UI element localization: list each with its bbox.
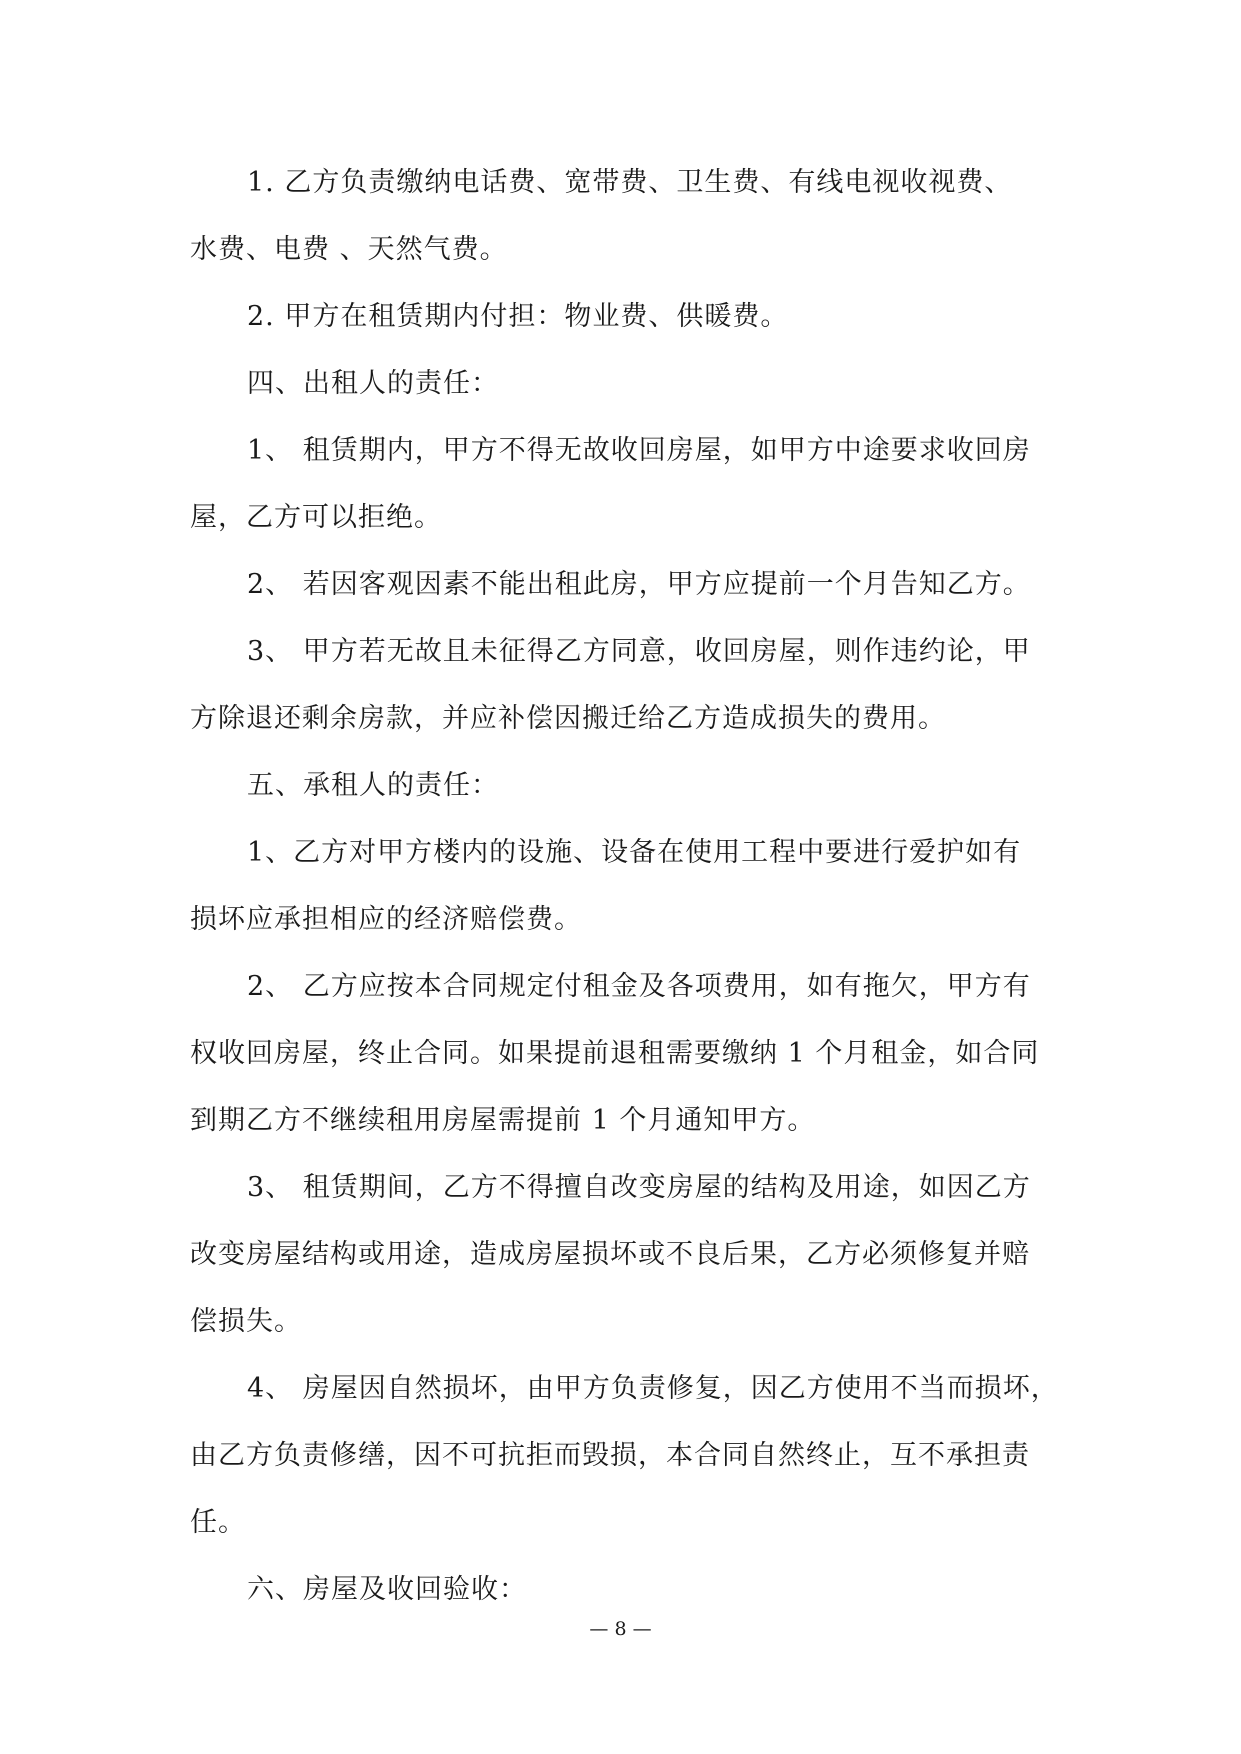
text-line: 3、 租赁期间，乙方不得擅自改变房屋的结构及用途，如因乙方 — [247, 1172, 1031, 1203]
text-line: 1. 乙方负责缴纳电话费、宽带费、卫生费、有线电视收视费、 — [247, 167, 1013, 198]
paragraph-lessor-item-1 — [190, 417, 1070, 551]
text-line: 1、乙方对甲方楼内的设施、设备在使用工程中要进行爱护如有 — [247, 837, 1022, 868]
section-heading-lessor-duties — [190, 350, 1070, 417]
text-line: 五、承租人的责任： — [247, 770, 499, 801]
text-line: 2. 甲方在租赁期内付担：物业费、供暖费。 — [247, 301, 789, 332]
paragraph-lessee-item-1 — [190, 819, 1070, 953]
text-line: 1、 租赁期内，甲方不得无故收回房屋，如甲方中途要求收回房 — [247, 435, 1031, 466]
text-line: 2、 乙方应按本合同规定付租金及各项费用，如有拖欠，甲方有 — [247, 971, 1031, 1002]
text-line: 权收回房屋，终止合同。如果提前退租需要缴纳 1 个月租金，如合同 — [190, 1038, 1040, 1069]
paragraph-lessee-item-2 — [190, 953, 1070, 1154]
text-line: 水费、电费 、天然气费。 — [190, 234, 508, 265]
text-line: 任。 — [190, 1507, 246, 1538]
paragraph-lessee-item-4 — [190, 1355, 1070, 1556]
text-line: 四、出租人的责任： — [247, 368, 499, 399]
text-line: 3、 甲方若无故且未征得乙方同意，收回房屋，则作违约论，甲 — [247, 636, 1031, 667]
paragraph-lessee-item-3 — [190, 1154, 1070, 1355]
paragraph-fee-tenant — [190, 149, 1070, 283]
section-heading-inspection — [190, 1556, 1070, 1623]
text-line: 损坏应承担相应的经济赔偿费。 — [190, 904, 582, 935]
text-line: 到期乙方不继续租用房屋需提前 1 个月通知甲方。 — [190, 1105, 816, 1136]
text-line: 2、 若因客观因素不能出租此房，甲方应提前一个月告知乙方。 — [247, 569, 1031, 600]
section-heading-lessee-duties — [190, 752, 1070, 819]
page-number: — 8 — — [589, 1618, 652, 1640]
text-line: 改变房屋结构或用途，造成房屋损坏或不良后果，乙方必须修复并赔 — [190, 1239, 1030, 1270]
text-line: 六、房屋及收回验收： — [247, 1574, 527, 1605]
text-line: 4、 房屋因自然损坏，由甲方负责修复，因乙方使用不当而损坏， — [247, 1373, 1059, 1404]
text-line: 由乙方负责修缮，因不可抗拒而毁损，本合同自然终止，互不承担责 — [190, 1440, 1030, 1471]
text-line: 方除退还剩余房款，并应补偿因搬迁给乙方造成损失的费用。 — [190, 703, 946, 734]
text-line: 屋，乙方可以拒绝。 — [190, 502, 442, 533]
text-line: 偿损失。 — [190, 1306, 302, 1337]
paragraph-fee-landlord — [190, 283, 1070, 350]
paragraph-lessor-item-2 — [190, 551, 1070, 618]
paragraph-lessor-item-3 — [190, 618, 1070, 752]
